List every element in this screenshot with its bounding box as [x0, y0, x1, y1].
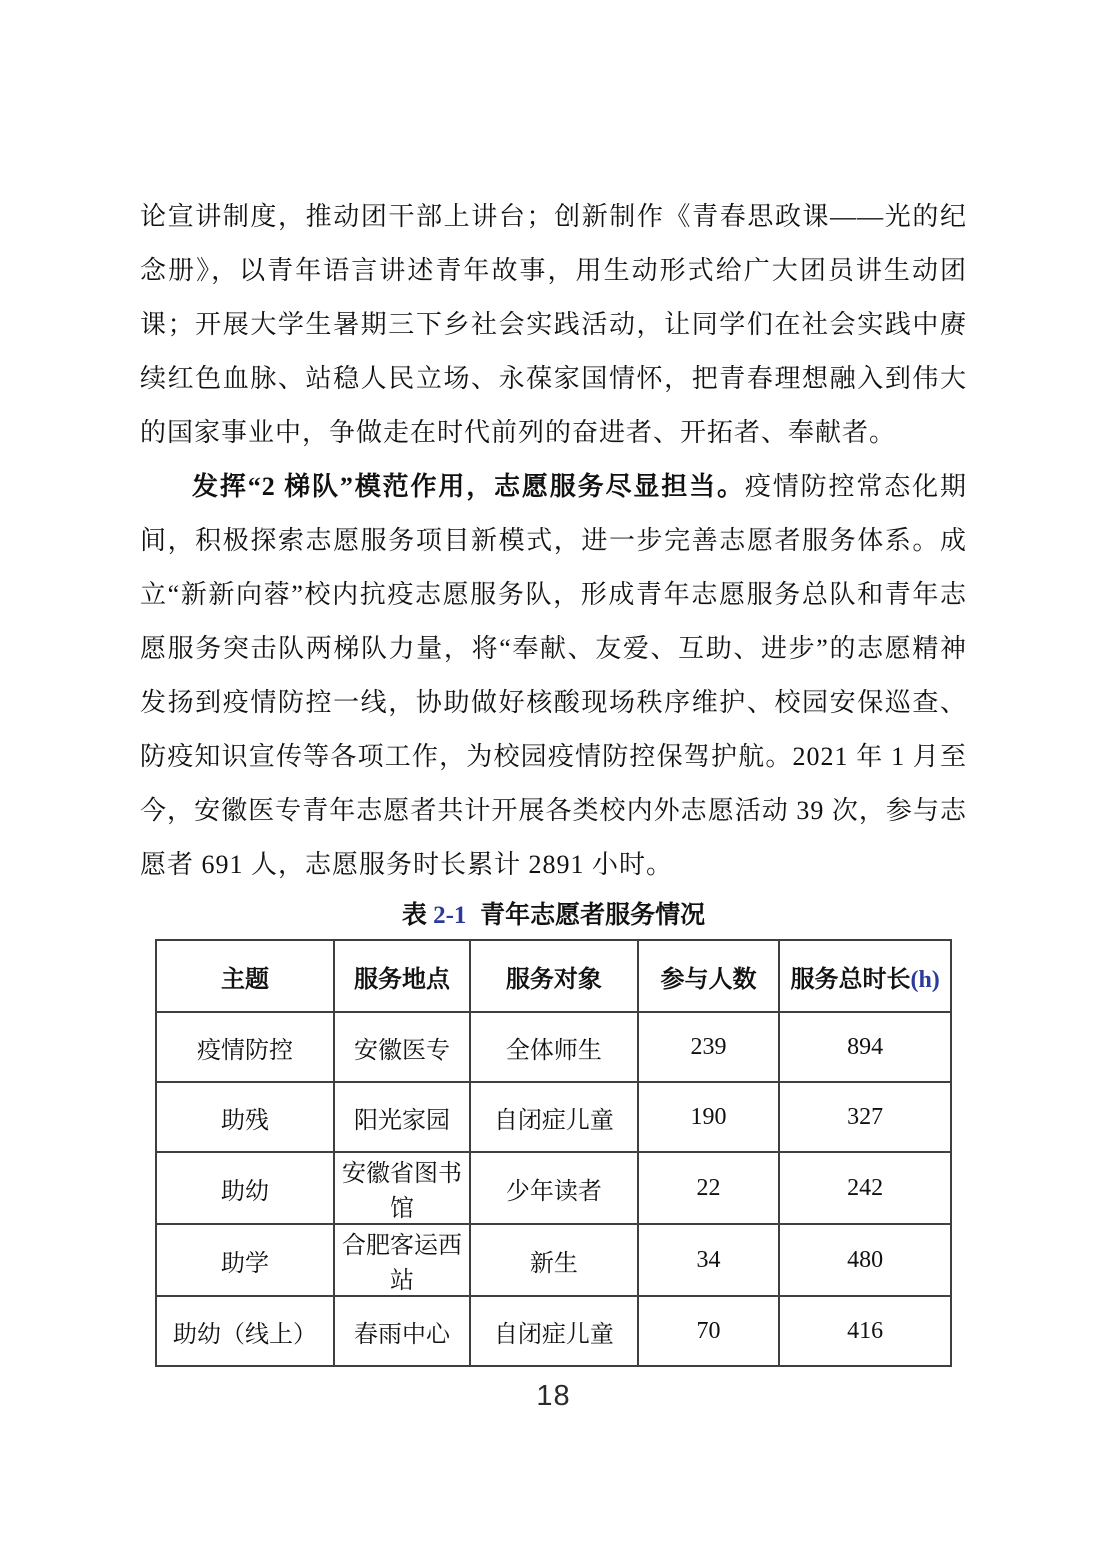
- volunteer-service-table: [155, 939, 952, 1367]
- page-number: 18: [536, 1380, 571, 1412]
- table-caption-title: 青年志愿者服务情况: [480, 902, 706, 929]
- paragraph-bold-lead: 发挥“2 梯队”模范作用，志愿服务尽显担当。: [192, 472, 745, 501]
- table-cell: 阳光家园: [334, 1082, 470, 1152]
- table-row: [156, 1152, 951, 1224]
- table-cell: 春雨中心: [334, 1296, 470, 1366]
- table-cell: 安徽医专: [334, 1012, 470, 1082]
- table-cell: 480: [779, 1224, 951, 1296]
- table-cell: 少年读者: [470, 1152, 638, 1224]
- table-cell: 242: [779, 1152, 951, 1224]
- header-topic: 主题: [156, 940, 334, 1012]
- paragraph-continuation: 论宣讲制度，推动团干部上讲台；创新制作《青春思政课——光的纪念册》，以青年语言讲述青年故事，用生动形式给广大团员讲生动团课；开展大学生暑期三下乡社会实践活动，让同学们在社会实践中赓续红色血脉、站稳人民立场、永葆家国情怀，把青春理想融入到伟大的国家事业中，争做走在时代前列的奋进者、开拓者、奉献者。: [140, 202, 967, 447]
- header-total-hours-unit: (h): [910, 966, 940, 993]
- header-service-target: 服务对象: [470, 940, 638, 1012]
- table-cell: 416: [779, 1296, 951, 1366]
- paragraph-body-text: 疫情防控常态化期间，积极探索志愿服务项目新模式，进一步完善志愿者服务体系。成立“新新向蓉”校内抗疫志愿服务队，形成青年志愿服务总队和青年志愿服务突击队两梯队力量，将“奉献、友爱、互助、进步”的志愿精神发扬到疫情防控一线，协助做好核酸现场秩序维护、校园安保巡查、防疫知识宣传等各项工作，为校园疫情防控保驾护航。2021 年 1 月至今，安徽医专青年志愿者共计开展各类校内外志愿活动 39 次，参与志愿者 691 人，志愿服务时长累计 2891 小时。: [140, 472, 967, 879]
- header-participant-count: 参与人数: [638, 940, 780, 1012]
- page-content: [140, 190, 967, 1413]
- table-cell: 助幼: [156, 1152, 334, 1224]
- table-cell: 22: [638, 1152, 780, 1224]
- table-cell: 34: [638, 1224, 780, 1296]
- table-cell: 疫情防控: [156, 1012, 334, 1082]
- paragraph-volunteer-service: [140, 460, 967, 892]
- header-total-hours-text: 服务总时长: [790, 966, 911, 993]
- table-row: [156, 1082, 951, 1152]
- table-caption: [140, 900, 967, 932]
- table-cell: 助幼（线上）: [156, 1296, 334, 1366]
- table-cell: 助学: [156, 1224, 334, 1296]
- table-cell: 327: [779, 1082, 951, 1152]
- table-header-row: [156, 940, 951, 1012]
- table-caption-prefix: 表: [401, 902, 427, 929]
- table-row: [156, 1224, 951, 1296]
- table-cell: 239: [638, 1012, 780, 1082]
- table-cell: 全体师生: [470, 1012, 638, 1082]
- table-cell: 合肥客运西站: [334, 1224, 470, 1296]
- header-total-hours: [779, 940, 951, 1012]
- table-cell: 894: [779, 1012, 951, 1082]
- table-cell: 安徽省图书馆: [334, 1152, 470, 1224]
- table-cell: 70: [638, 1296, 780, 1366]
- table-cell: 助残: [156, 1082, 334, 1152]
- table-cell: 190: [638, 1082, 780, 1152]
- table-cell: 自闭症儿童: [470, 1082, 638, 1152]
- header-service-location: 服务地点: [334, 940, 470, 1012]
- table-caption-number: 2-1: [433, 902, 467, 929]
- table-cell: 新生: [470, 1224, 638, 1296]
- table-cell: 自闭症儿童: [470, 1296, 638, 1366]
- table-row: [156, 1296, 951, 1366]
- table-row: [156, 1012, 951, 1082]
